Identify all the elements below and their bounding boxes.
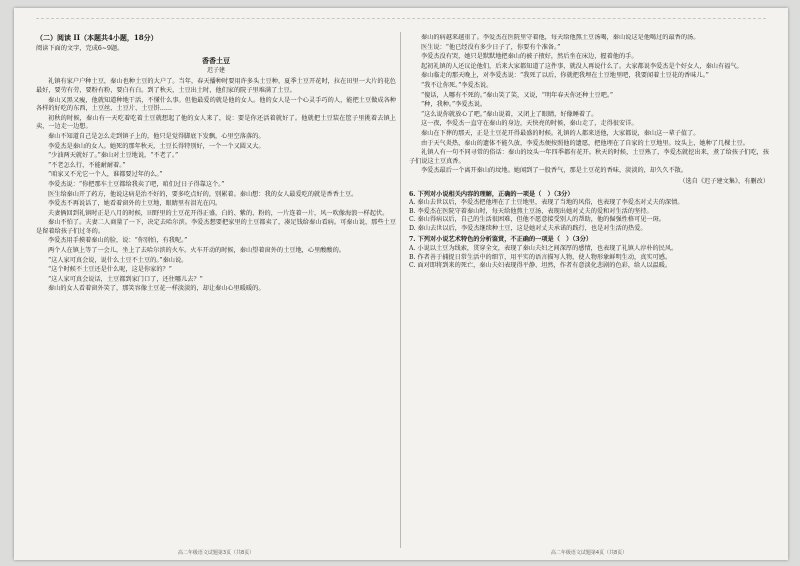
article-paragraph: “我不让你死。”李爱杰说。 (421, 81, 493, 89)
article-paragraph: 秦山的女人看着窗外笑了，那笑容像土豆花一样淡淡的，却让秦山心里暖暖的。 (48, 285, 265, 293)
article-paragraph: 礼镇有家户户种土豆，秦山也种土豆的大户了。当年，春天播种时要用许多头土豆种，夏季土豆开花时，拉在田里一大片的花色最好，要劳有劳，要粉有粉，要白有白。到了秋天，土豆出土时，他们家的院子里堆满了土豆。 (36, 78, 396, 94)
question-option: A. 秦山去世以后，李爱杰把他埋在了土豆地里，表现了当地的风俗，也表现了李爱杰对丈夫的深情。 (409, 199, 684, 207)
reading-instruction: 阅读下面的文字，完成6~9题。 (36, 44, 124, 52)
article-paragraph: 两个人在镇上等了一会儿，坐上了去哈尔滨的火车。火车开动的时候，秦山望着窗外的土豆地，心里酸酸的。 (48, 247, 345, 255)
question-option: B. 作者善于捕捉日常生活中的细节，用平实的语言描写人物，使人物形象鲜明生动，真实可感。 (409, 253, 672, 261)
article-paragraph: “这人家可真会说，说什么土豆不土豆的。”秦山说。 (48, 256, 188, 264)
question-option: D. 秦山去世以后，李爱杰继续种土豆，这是她对丈夫承诺的践行，也是对生活的热爱。 (409, 224, 647, 232)
article-paragraph: 李爱杰是秦山的女人。她死的那年秋天，土豆长得特别好，一个一个又圆又大。 (48, 142, 265, 150)
article-paragraph: “这么说你就放心了吧。”秦山说着，又闭上了眼睛，好像睡着了。 (421, 110, 598, 118)
question-stem: 7. 下列对小说艺术特色的分析鉴赏，不正确的一项是（ ）（3分） (409, 236, 593, 244)
article-paragraph: 医生说：“他已经没有多少日子了，你要有个准备。” (421, 43, 561, 51)
article-paragraph: 秦山又黑又瘦，他就知道种地干活，不懂什么事。但他最爱的就是他的女人。他的女人是一个心灵手巧的人，能把土豆做成各种各样的好吃的东西，土豆丝、土豆片、土豆饼…… (36, 96, 396, 113)
article-paragraph: “这个时候不土豆还是什么呢，这是你家的？” (48, 266, 172, 274)
article-paragraph: 李爱杰最后一个离开秦山的坟地。她闻到了一股香气，那是土豆花的香味，淡淡的，却久久不散。 (421, 167, 688, 175)
article-paragraph: 由于天气炎热，秦山的遗体不能久放，李爱杰便按照他的遗愿，把他埋在了自家的土豆地里。坟头上，她种了几棵土豆。 (421, 139, 749, 147)
article-paragraph: 秦山不怕了。夫妻二人商量了一下，决定去哈尔滨。李爱杰想要把家里的土豆都卖了，凑足钱给秦山看病。可秦山说，那些土豆是留着给孩子们过冬的。 (36, 219, 396, 235)
article-paragraph: “傻话，人哪有不死的。”秦山笑了笑，又说，“明年春天你还种土豆吧。” (421, 91, 614, 99)
article-paragraph: “种，我种。”李爱杰说。 (421, 101, 487, 109)
exam-sheet (14, 8, 788, 560)
article-paragraph: 秦山在下葬的那天，正是土豆花开得最盛的时候。礼镇的人都来送他，大家都说，秦山这一辈子值了。 (421, 129, 700, 137)
column-divider (400, 32, 401, 548)
article-paragraph: “不老怎么行，不能耐耐着。” (48, 161, 126, 169)
left-article-body (36, 78, 396, 294)
question-option: A. 小说以土豆为线索，贯穿全文，表现了秦山夫妇之间深厚的感情，也表现了礼镇人淳朴的民风。 (409, 245, 678, 253)
article-author: 迟子建 (206, 66, 225, 74)
article-source: （选自《迟子建文集》，有删改） (679, 177, 769, 185)
page-footer-left: 高二年级语文试题第3页（共8页） (177, 550, 255, 556)
article-paragraph: 秦山的病越来越重了。李爱杰在医院里守着他，每天给他熬土豆汤喝，秦山说这是他喝过的最香的汤。 (421, 34, 700, 41)
questions-block (409, 191, 769, 271)
article-paragraph: “少油两天就好了。”秦山对土豆地说，“不老了。” (48, 152, 179, 160)
article-paragraph: 起初礼镇的人还议论他们，后来大家都知道了这件事，就没人再说什么了。大家都说李爱杰是个好女人，秦山有福气。 (421, 62, 743, 70)
right-article-body (409, 34, 769, 176)
left-column (36, 34, 396, 554)
question-option: B. 李爱杰在医院守着秦山时，每天给他熬土豆汤，表现出她对丈夫的爱和对生活的坚持。 (409, 207, 653, 215)
article-paragraph: 李爱杰不再说话了，她看着窗外的土豆地，眼睛里有泪光在闪。 (48, 200, 222, 208)
article-paragraph: 李爱杰没有哭，她只是默默地把秦山的被子掖好，然后坐在床边，握着他的手。 (421, 53, 638, 61)
article-paragraph: “咱家又不光它一个人，谁都要过年的么。” (48, 171, 163, 179)
article-paragraph: 礼镇人有一句不同寻常的俗话：秦山的坟头一年四季都有花开。秋天的时候，土豆熟了，李爱杰就挖出来，煮了给孩子们吃，孩子们说这土豆真香。 (409, 149, 769, 165)
article-paragraph: 秦山临走的那天晚上，对李爱杰说：“我死了以后，你就把我埋在土豆地里吧，我要闻着土豆花的香味儿。” (421, 72, 709, 80)
article-paragraph: “这人家可真会说话，土豆都到家门口了，还往哪儿去？” (48, 275, 203, 283)
article-paragraph: 李爱杰说：“你把那车土豆都给我卖了吧，咱们过日子得靠这个。” (48, 180, 225, 188)
article-paragraph: 李爱杰用手摸着秦山的脸，说：“你别怕，有我呢。” (48, 237, 188, 245)
article-title: 香香土豆 (202, 56, 230, 66)
article-paragraph: 夫妻俩回到礼镇时正是八月的时候，田野里的土豆花开得正盛，白的、紫的、粉的，一片连着一片，风一吹像海浪一样起伏。 (48, 209, 389, 217)
top-divider (36, 18, 766, 19)
article-paragraph: 这一夜，李爱杰一直守在秦山的身边，天快亮的时候，秦山走了，走得很安详。 (421, 120, 638, 128)
article-paragraph: 初秋的时候，秦山有一天吃着吃着土豆就想起了他的女人来了，说：要是你还活着就好了。他就把土豆装在筐子里挑着去镇上卖，一边走一边想。 (36, 114, 396, 131)
article-paragraph: 秦山不知道自己是怎么走到镇子上的，他只是觉得脚底下发飘，心里空落落的。 (48, 132, 265, 140)
right-column (409, 34, 769, 554)
question-stem: 6. 下列对小说相关内容的理解，正确的一项是（ ）（3分） (409, 190, 574, 198)
section-title: （二）阅读 II（本题共4小题，18分） (36, 34, 158, 42)
article-paragraph: 医生给秦山开了药方，他说这病是治不好的，要多吃点好的，别累着。秦山想：我的女人最爱吃的就是香香土豆。 (48, 190, 358, 198)
question-option: C. 面对即将到来的死亡，秦山夫妇表现得平静、坦然，作者有意淡化悲剧的色彩，给人以温暖。 (409, 262, 672, 270)
question-option: C. 秦山得病以后，自己的生活很困难，但他不愿意接受别人的帮助，他的倔强性格可见一斑。 (409, 216, 665, 224)
page-footer-right: 高二年级语文试题第4页（共8页） (550, 550, 628, 556)
